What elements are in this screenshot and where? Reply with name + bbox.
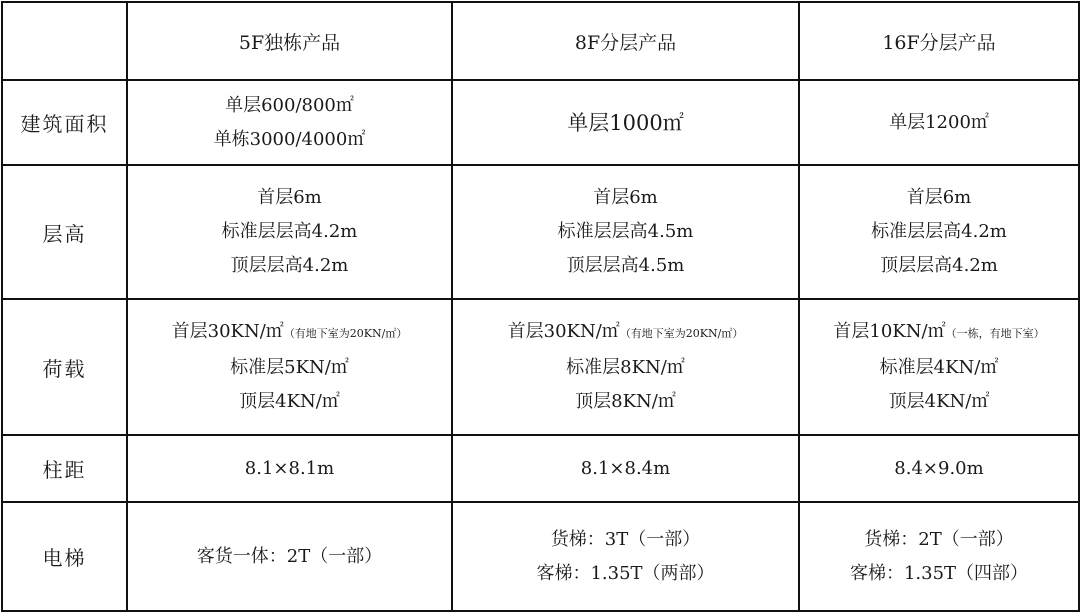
load-note: （有地下室为20KN/㎡）: [619, 327, 744, 340]
table-row-building-area: [2, 80, 1079, 165]
cell-line: 顶层4KN/㎡: [888, 391, 990, 412]
cell-elevator-5f: [127, 502, 452, 611]
table-row-column-spacing: [2, 435, 1079, 502]
cell-line: 单层1200㎡: [889, 111, 989, 133]
load-note: （有地下室为20KN/㎡）: [283, 327, 408, 340]
cell-line: [804, 315, 1074, 351]
cell-area-5f: [127, 80, 452, 165]
cell-height-5f: [127, 165, 452, 299]
cell-line: 8.1×8.1m: [244, 457, 335, 479]
column-header-16f: 16F分层产品: [799, 2, 1079, 80]
cell-spacing-16f: [799, 435, 1079, 502]
cell-line: 单层600/800㎡: [225, 94, 354, 116]
cell-line: 顶层8KN/㎡: [575, 391, 676, 412]
cell-spacing-5f: [127, 435, 452, 502]
load-first-floor: 首层30KN/㎡: [507, 321, 620, 342]
cell-line: 8.4×9.0m: [894, 457, 984, 479]
cell-line: 标准层层高4.2m: [221, 221, 358, 242]
corner-cell: [2, 2, 127, 80]
cell-line: 标准层8KN/㎡: [566, 357, 685, 378]
table-row-load: [2, 299, 1079, 435]
row-header-building-area: 建筑面积: [2, 80, 127, 165]
cell-line: 顶层层高4.2m: [230, 255, 349, 276]
cell-load-16f: [799, 299, 1079, 435]
cell-line: 货梯：2T（一部）: [864, 528, 1014, 550]
load-first-floor: 首层10KN/㎡: [833, 321, 946, 342]
row-header-floor-height: 层高: [2, 165, 127, 299]
cell-elevator-8f: [452, 502, 799, 611]
cell-area-8f: [452, 80, 799, 165]
cell-line: 标准层层高4.2m: [871, 221, 1007, 242]
cell-line: 首层6m: [257, 187, 322, 208]
table-row-elevator: [2, 502, 1079, 611]
cell-line: 顶层层高4.5m: [566, 255, 685, 276]
cell-height-16f: [799, 165, 1079, 299]
cell-line: 首层6m: [906, 187, 972, 208]
row-header-column-spacing: 柱距: [2, 435, 127, 502]
cell-load-8f: [452, 299, 799, 435]
cell-line: 顶层层高4.2m: [880, 255, 998, 276]
cell-height-8f: [452, 165, 799, 299]
cell-line: 顶层4KN/㎡: [239, 391, 340, 412]
cell-load-5f: [127, 299, 452, 435]
cell-line: 首层6m: [593, 187, 658, 208]
cell-line: 客货一体：2T（一部）: [196, 545, 383, 567]
cell-line: 单栋3000/4000㎡: [213, 128, 366, 150]
cell-line: 客梯：1.35T（四部）: [849, 562, 1029, 584]
load-note: （一栋，有地下室）: [945, 327, 1045, 340]
cell-area-16f: [799, 80, 1079, 165]
cell-spacing-8f: [452, 435, 799, 502]
cell-line: 标准层4KN/㎡: [879, 357, 999, 378]
cell-line: 标准层层高4.5m: [557, 221, 694, 242]
row-header-load: 荷载: [2, 299, 127, 435]
cell-elevator-16f: [799, 502, 1079, 611]
cell-line: 单层1000㎡: [567, 110, 684, 135]
load-first-floor: 首层30KN/㎡: [171, 321, 284, 342]
row-header-elevator: 电梯: [2, 502, 127, 611]
column-header-5f: 5F独栋产品: [127, 2, 452, 80]
cell-line: 8.1×8.4m: [580, 457, 671, 479]
product-spec-table: [1, 1, 1080, 612]
cell-line: [132, 315, 447, 351]
cell-line: 客梯：1.35T（两部）: [536, 562, 715, 584]
table-row-floor-height: [2, 165, 1079, 299]
cell-line: 标准层5KN/㎡: [230, 357, 349, 378]
cell-line: 货梯：3T（一部）: [550, 528, 701, 550]
cell-line: [457, 315, 794, 351]
column-header-8f: 8F分层产品: [452, 2, 799, 80]
header-row: [2, 2, 1079, 80]
